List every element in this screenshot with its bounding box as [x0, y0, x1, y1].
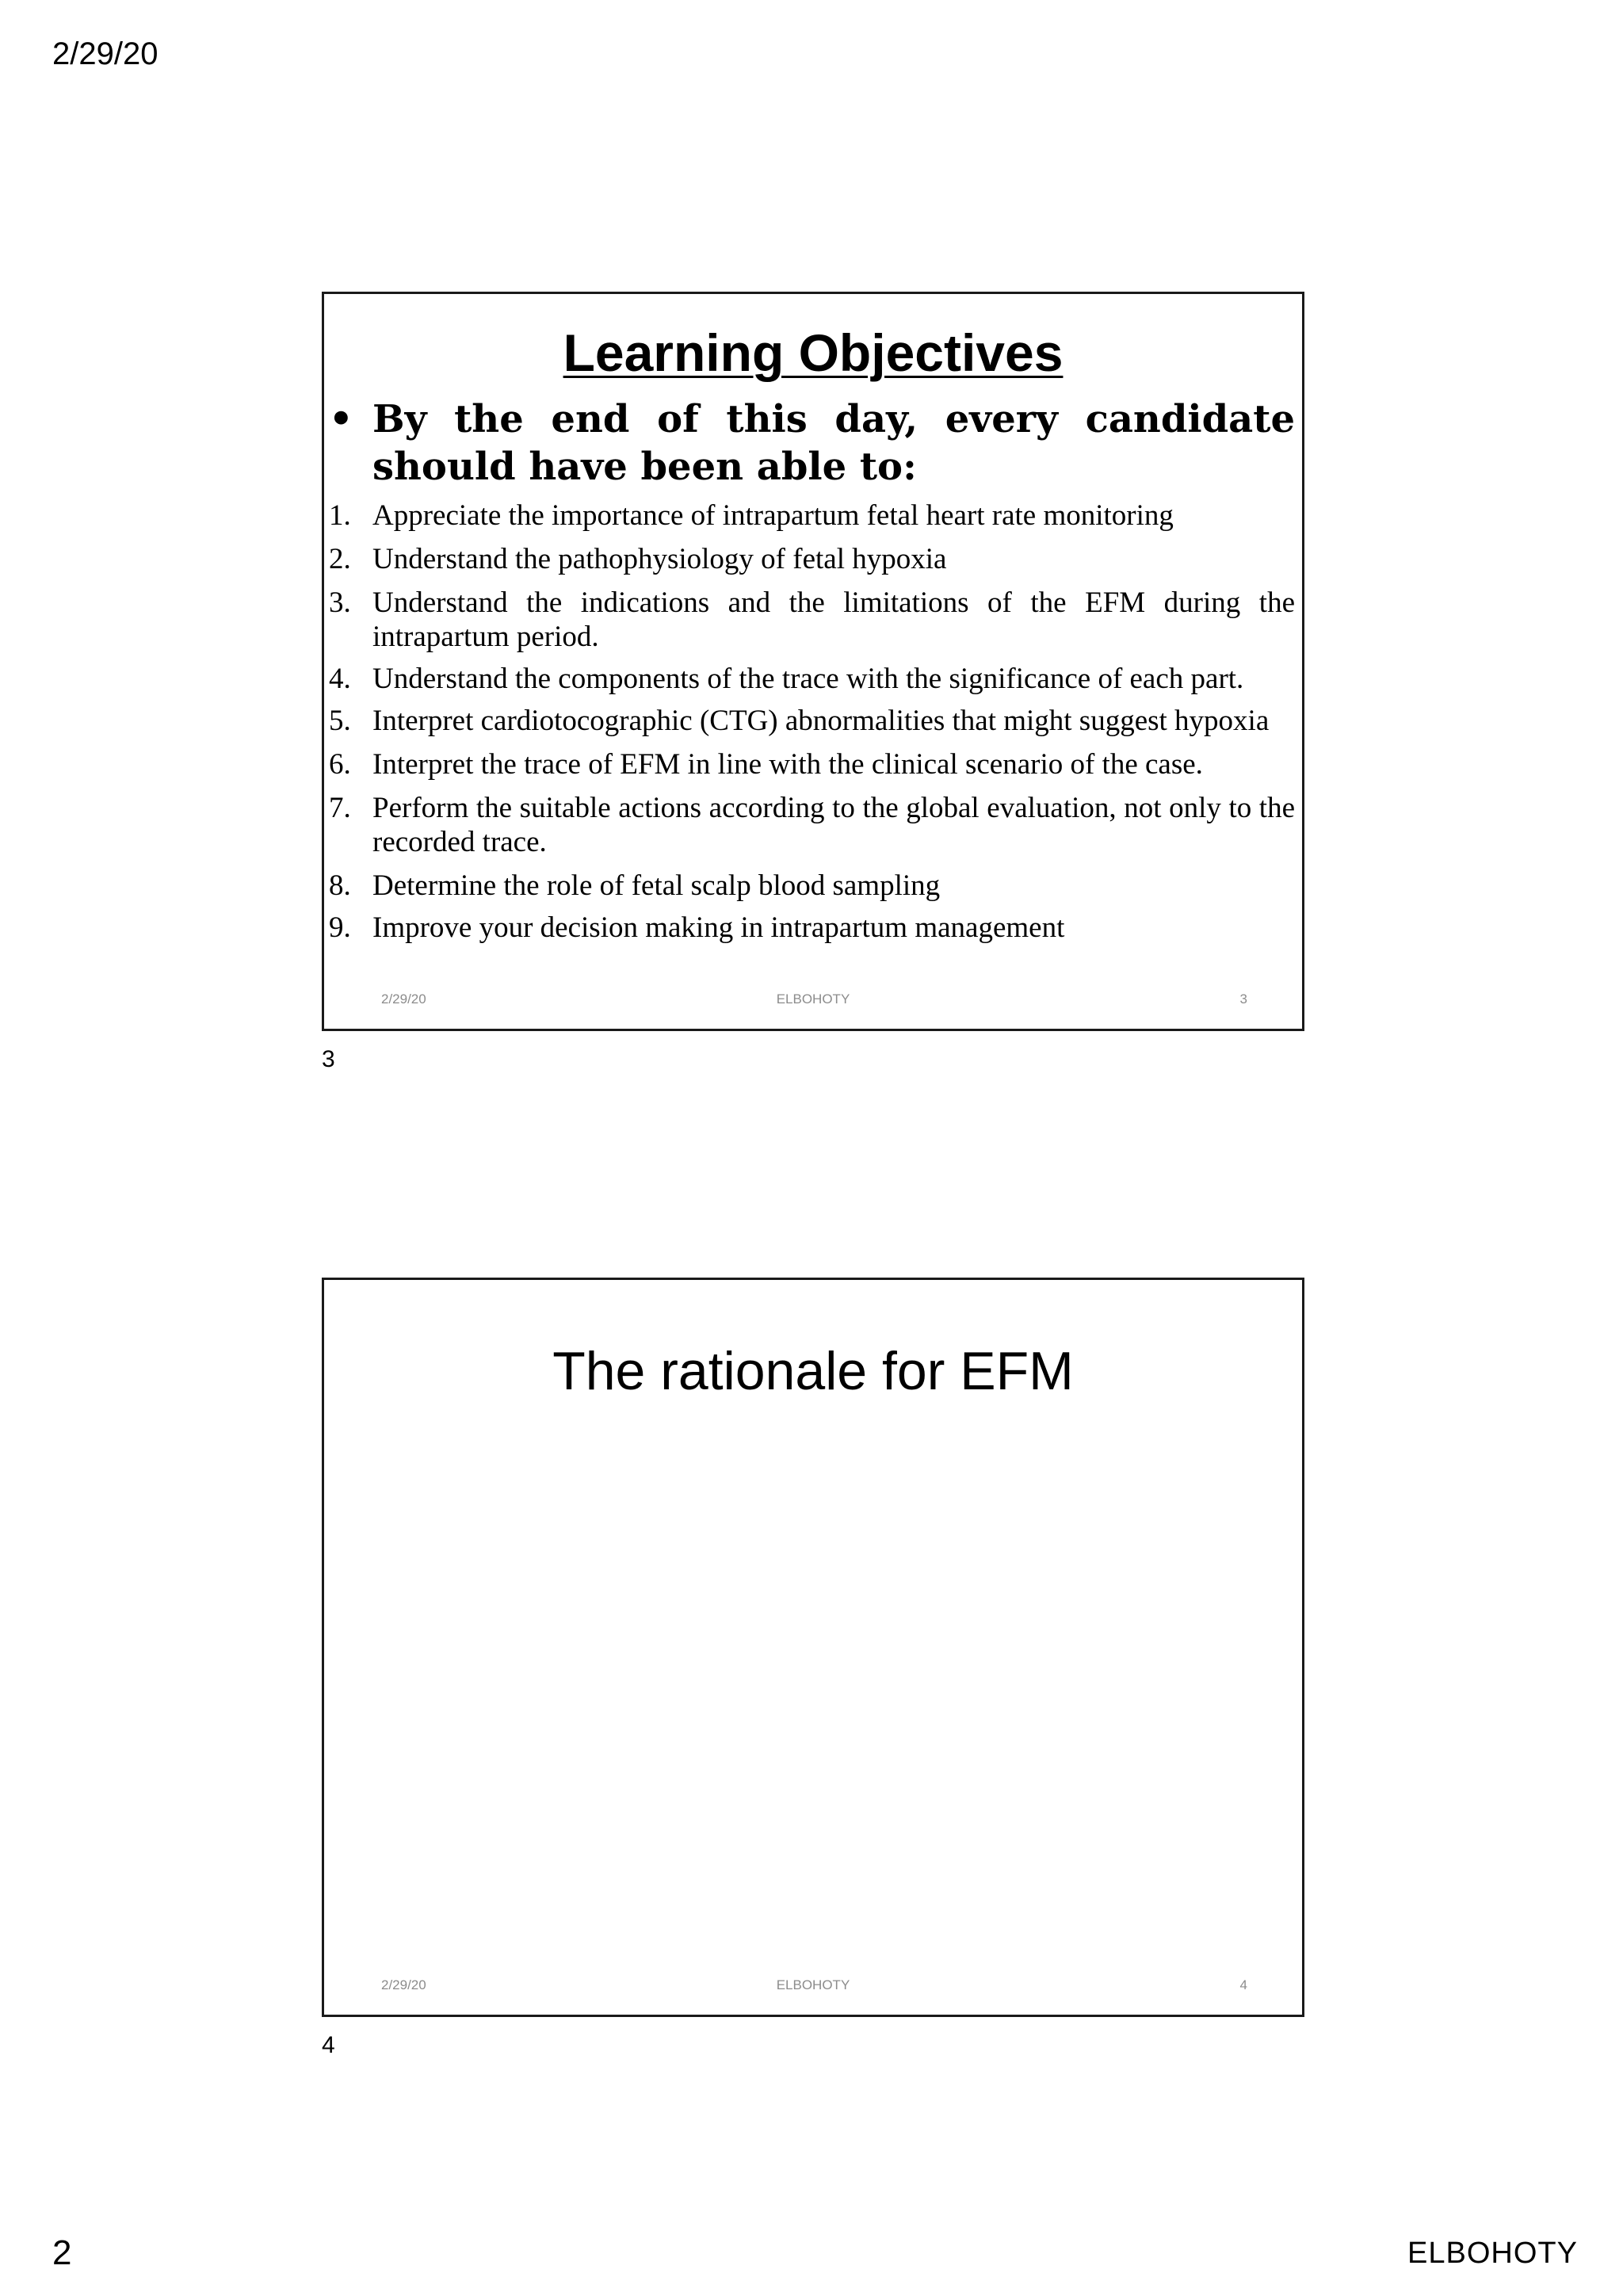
- list-item-text: Improve your decision making in intrapartum management: [372, 911, 1065, 944]
- list-item-text: Perform the suitable actions according to the global evaluation, not only to the recorded trace.: [372, 792, 1295, 858]
- list-item: [329, 747, 1295, 781]
- slide-caption: 3: [322, 1046, 335, 1072]
- list-item: [329, 911, 1295, 945]
- list-item-number: 4.: [329, 663, 351, 695]
- list-item-text: Understand the indications and the limitations of the EFM during the intrapartum period.: [372, 586, 1295, 653]
- slide-title: Learning Objectives: [563, 323, 1064, 382]
- list-item: [329, 704, 1295, 738]
- slide-footer-number: 4: [1239, 1977, 1247, 1992]
- list-item: [329, 791, 1295, 859]
- list-item-text: Interpret the trace of EFM in line with the clinical scenario of the case.: [372, 748, 1203, 781]
- bullet-icon: •: [329, 397, 353, 441]
- list-item-number: 8.: [329, 869, 351, 902]
- list-item-number: 5.: [329, 705, 351, 737]
- slide-rationale: [322, 1278, 1304, 2017]
- list-item-number: 2.: [329, 543, 351, 575]
- page-date: 2/29/20: [52, 36, 158, 71]
- slide-caption: 4: [322, 2032, 335, 2058]
- slide-footer-author: ELBOHOTY: [776, 1977, 850, 1992]
- slide-footer-author: ELBOHOTY: [776, 991, 850, 1007]
- list-item-number: 6.: [329, 748, 351, 781]
- list-item-text: Understand the components of the trace with the significance of each part.: [372, 663, 1244, 695]
- slide-footer-date: 2/29/20: [381, 991, 426, 1007]
- list-item-text: Appreciate the importance of intrapartum fetal heart rate monitoring: [372, 499, 1174, 532]
- list-item-number: 9.: [329, 911, 351, 944]
- list-item-text: Interpret cardiotocographic (CTG) abnormalities that might suggest hypoxia: [372, 705, 1270, 737]
- objectives-list: [329, 499, 1295, 945]
- list-item: [329, 499, 1295, 533]
- list-item-text: Determine the role of fetal scalp blood sampling: [372, 869, 941, 902]
- slide-footer-date: 2/29/20: [381, 1977, 426, 1992]
- list-item-text: Understand the pathophysiology of fetal hypoxia: [372, 543, 947, 575]
- list-item-number: 7.: [329, 792, 351, 824]
- list-item-number: 1.: [329, 499, 351, 532]
- slide-title: The rationale for EFM: [552, 1341, 1074, 1401]
- page-number: 2: [52, 2233, 72, 2272]
- intro-text: By the end of this day, every candidate should have been able to:: [372, 397, 1295, 489]
- list-item: [329, 869, 1295, 903]
- slide-footer-number: 3: [1239, 991, 1247, 1007]
- page-author: ELBOHOTY: [1407, 2237, 1578, 2270]
- list-item: [329, 542, 1295, 576]
- slide-learning-objectives: [322, 292, 1304, 1031]
- list-item-number: 3.: [329, 586, 351, 619]
- intro-bullet: [329, 395, 1295, 491]
- list-item: [329, 586, 1295, 654]
- list-item: [329, 662, 1295, 696]
